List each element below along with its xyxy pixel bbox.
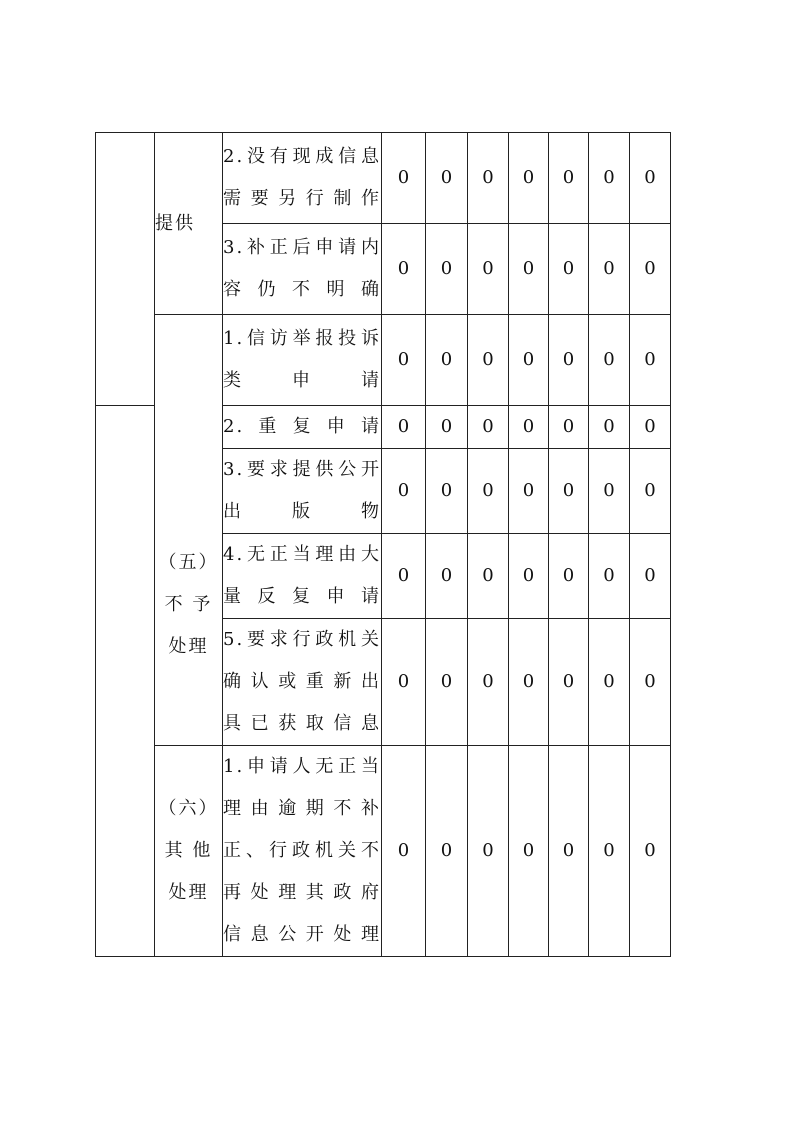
description-line: 理由逾期不补 xyxy=(223,798,381,819)
subcategory-label-line: 不 予 xyxy=(164,594,213,615)
value-cell: 0 xyxy=(509,315,549,406)
description-line: 信息公开处理 xyxy=(223,924,381,945)
value-cell: 0 xyxy=(382,449,426,534)
value-cell: 0 xyxy=(549,315,589,406)
value-cell: 0 xyxy=(630,224,671,315)
value-cell: 0 xyxy=(426,534,468,619)
value-cell: 0 xyxy=(509,534,549,619)
value-cell: 0 xyxy=(589,315,630,406)
row-description xyxy=(223,619,382,746)
description-line: 量反复申请 xyxy=(223,586,381,607)
row-description xyxy=(223,406,382,449)
outer-category-cell-bottom xyxy=(96,406,155,957)
value-cell: 0 xyxy=(589,534,630,619)
description-line: 1.信访举报投诉 xyxy=(223,328,381,349)
value-cell: 0 xyxy=(509,449,549,534)
description-line: 容仍不明确 xyxy=(223,279,381,300)
description-line: 2.重复申请 xyxy=(223,416,381,437)
value-cell: 0 xyxy=(382,315,426,406)
row-description xyxy=(223,449,382,534)
value-cell: 0 xyxy=(509,619,549,746)
row-description xyxy=(223,133,382,224)
subcategory-label-line: （五） xyxy=(158,552,219,573)
row-description xyxy=(223,315,382,406)
description-line: 3.要求提供公开 xyxy=(223,459,381,480)
value-cell: 0 xyxy=(549,534,589,619)
description-line: 具已获取信息 xyxy=(223,713,381,734)
value-cell: 0 xyxy=(426,619,468,746)
value-cell: 0 xyxy=(549,746,589,957)
value-cell: 0 xyxy=(426,315,468,406)
value-cell: 0 xyxy=(468,534,509,619)
row-description xyxy=(223,746,382,957)
value-cell: 0 xyxy=(549,406,589,449)
value-cell: 0 xyxy=(549,449,589,534)
value-cell: 0 xyxy=(468,315,509,406)
value-cell: 0 xyxy=(382,534,426,619)
table-row xyxy=(96,133,671,224)
value-cell: 0 xyxy=(589,133,630,224)
outer-category-cell-top xyxy=(96,133,155,406)
description-line: 出版物 xyxy=(223,501,381,522)
description-line: 3.补正后申请内 xyxy=(223,237,381,258)
value-cell: 0 xyxy=(468,746,509,957)
description-line: 类申请 xyxy=(223,370,381,391)
subcategory-label-line: 其 他 xyxy=(164,840,213,861)
value-cell: 0 xyxy=(426,224,468,315)
value-cell: 0 xyxy=(468,224,509,315)
subcategory-label-provide xyxy=(155,133,223,315)
statistics-table xyxy=(95,132,671,957)
value-cell: 0 xyxy=(630,619,671,746)
value-cell: 0 xyxy=(468,449,509,534)
value-cell: 0 xyxy=(589,746,630,957)
value-cell: 0 xyxy=(468,406,509,449)
value-cell: 0 xyxy=(589,619,630,746)
description-line: 4.无正当理由大 xyxy=(223,544,381,565)
value-cell: 0 xyxy=(549,133,589,224)
value-cell: 0 xyxy=(382,746,426,957)
value-cell: 0 xyxy=(630,449,671,534)
value-cell: 0 xyxy=(630,133,671,224)
description-line: 需要另行制作 xyxy=(223,188,381,209)
value-cell: 0 xyxy=(426,746,468,957)
row-description xyxy=(223,534,382,619)
subcategory-label-line: （六） xyxy=(158,798,219,819)
table-row xyxy=(96,315,671,406)
value-cell: 0 xyxy=(630,406,671,449)
value-cell: 0 xyxy=(426,133,468,224)
description-line: 5.要求行政机关 xyxy=(223,629,381,650)
value-cell: 0 xyxy=(468,133,509,224)
description-line: 确认或重新出 xyxy=(223,671,381,692)
value-cell: 0 xyxy=(509,406,549,449)
value-cell: 0 xyxy=(382,224,426,315)
value-cell: 0 xyxy=(426,406,468,449)
subcategory-label-no-processing xyxy=(155,315,223,746)
value-cell: 0 xyxy=(589,449,630,534)
value-cell: 0 xyxy=(382,406,426,449)
subcategory-label-other-processing xyxy=(155,746,223,957)
description-line: 2.没有现成信息 xyxy=(223,146,381,167)
description-line: 正、行政机关不 xyxy=(223,840,381,861)
value-cell: 0 xyxy=(382,619,426,746)
row-description xyxy=(223,224,382,315)
value-cell: 0 xyxy=(630,746,671,957)
value-cell: 0 xyxy=(468,619,509,746)
value-cell: 0 xyxy=(426,449,468,534)
value-cell: 0 xyxy=(630,534,671,619)
description-line: 再处理其政府 xyxy=(223,882,381,903)
value-cell: 0 xyxy=(589,224,630,315)
value-cell: 0 xyxy=(382,133,426,224)
description-line: 1.申请人无正当 xyxy=(223,756,381,777)
subcategory-label-line: 提供 xyxy=(155,212,195,234)
value-cell: 0 xyxy=(630,315,671,406)
value-cell: 0 xyxy=(589,406,630,449)
value-cell: 0 xyxy=(549,224,589,315)
value-cell: 0 xyxy=(549,619,589,746)
value-cell: 0 xyxy=(509,224,549,315)
value-cell: 0 xyxy=(509,133,549,224)
subcategory-label-line: 处理 xyxy=(168,882,209,903)
table-row xyxy=(96,746,671,957)
value-cell: 0 xyxy=(509,746,549,957)
subcategory-label-line: 处理 xyxy=(168,636,209,657)
